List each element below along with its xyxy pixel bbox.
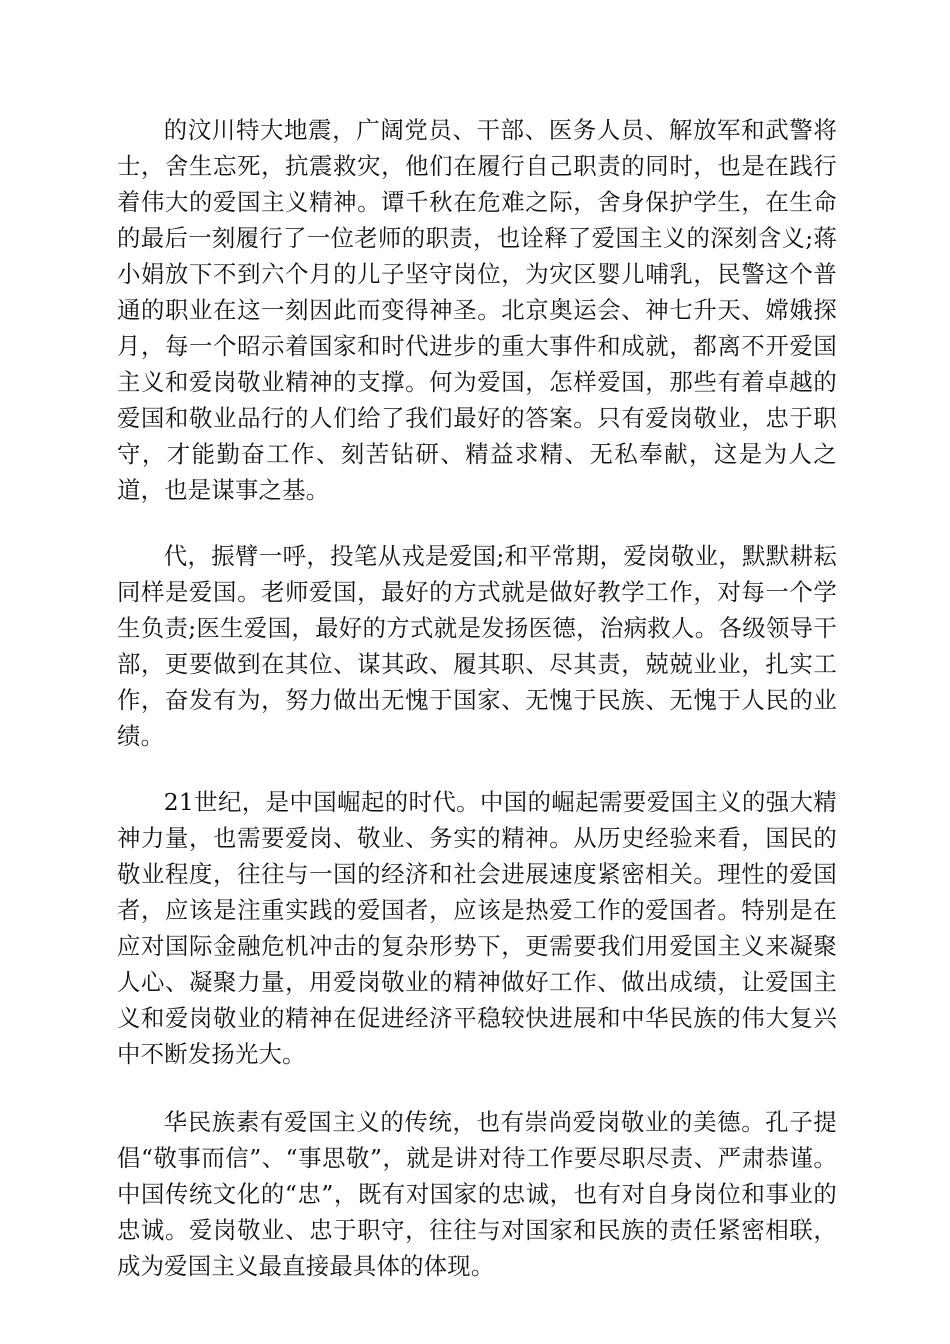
paragraph-2: 代，振臂一呼，投笔从戎是爱国;和平常期，爱岗敬业，默默耕耘同样是爱国。老师爱国，最好的方式就是做好教学工作，对每一个学生负责;医生爱国，最好的方式就是发扬医德，治病救人。各级领导干部，更要做到在其位、谋其政、履其职、尽其责，兢兢业业，扎实工作，奋发有为，努力做出无愧于国家、无愧于民族、无愧于人民的业绩。: [117, 542, 837, 750]
paragraph-3: 21世纪，是中国崛起的时代。中国的崛起需要爱国主义的强大精神力量，也需要爱岗、敬业、务实的精神。从历史经验来看，国民的敬业程度，往往与一国的经济和社会进展速度紧密相关。理性的爱国者，应该是注重实践的爱国者，应该是热爱工作的爱国者。特别是在应对国际金融危机冲击的复杂形势下，更需要我们用爱国主义来凝聚人心、凝聚力量，用爱岗敬业的精神做好工作、做出成绩，让爱国主义和爱岗敬业的精神在促进经济平稳较快进展和中华民族的伟大复兴中不断发扬光大。: [117, 788, 837, 1068]
document-body: [117, 112, 837, 1316]
paragraph-4: 华民族素有爱国主义的传统，也有崇尚爱岗敬业的美德。孔子提倡“敬事而信”、“事思敬”，就是讲对待工作要尽职尽责、严肃恭谨。中国传统文化的“忠”，既有对国家的忠诚，也有对自身岗位和事业的忠诚。爱岗敬业、忠于职守，往往与对国家和民族的责任紧密相联，成为爱国主义最直接最具体的体现。: [117, 1108, 837, 1280]
paragraph-1: 的汶川特大地震，广阔党员、干部、医务人员、解放军和武警将士，舍生忘死，抗震救灾，他们在履行自己职责的同时，也是在践行着伟大的爱国主义精神。谭千秋在危难之际，舍身保护学生，在生命的最后一刻履行了一位老师的职责，也诠释了爱国主义的深刻含义;蒋小娟放下不到六个月的儿子坚守岗位，为灾区婴儿哺乳，民警这个普通的职业在这一刻因此而变得神圣。北京奥运会、神七升天、嫦娥探月，每一个昭示着国家和时代进步的重大事件和成就，都离不开爱国主义和爱岗敬业精神的支撑。何为爱国，怎样爱国，那些有着卓越的爱国和敬业品行的人们给了我们最好的答案。只有爱岗敬业，忠于职守，才能勤奋工作、刻苦钻研、精益求精、无私奉献，这是为人之道，也是谋事之基。: [117, 116, 837, 504]
